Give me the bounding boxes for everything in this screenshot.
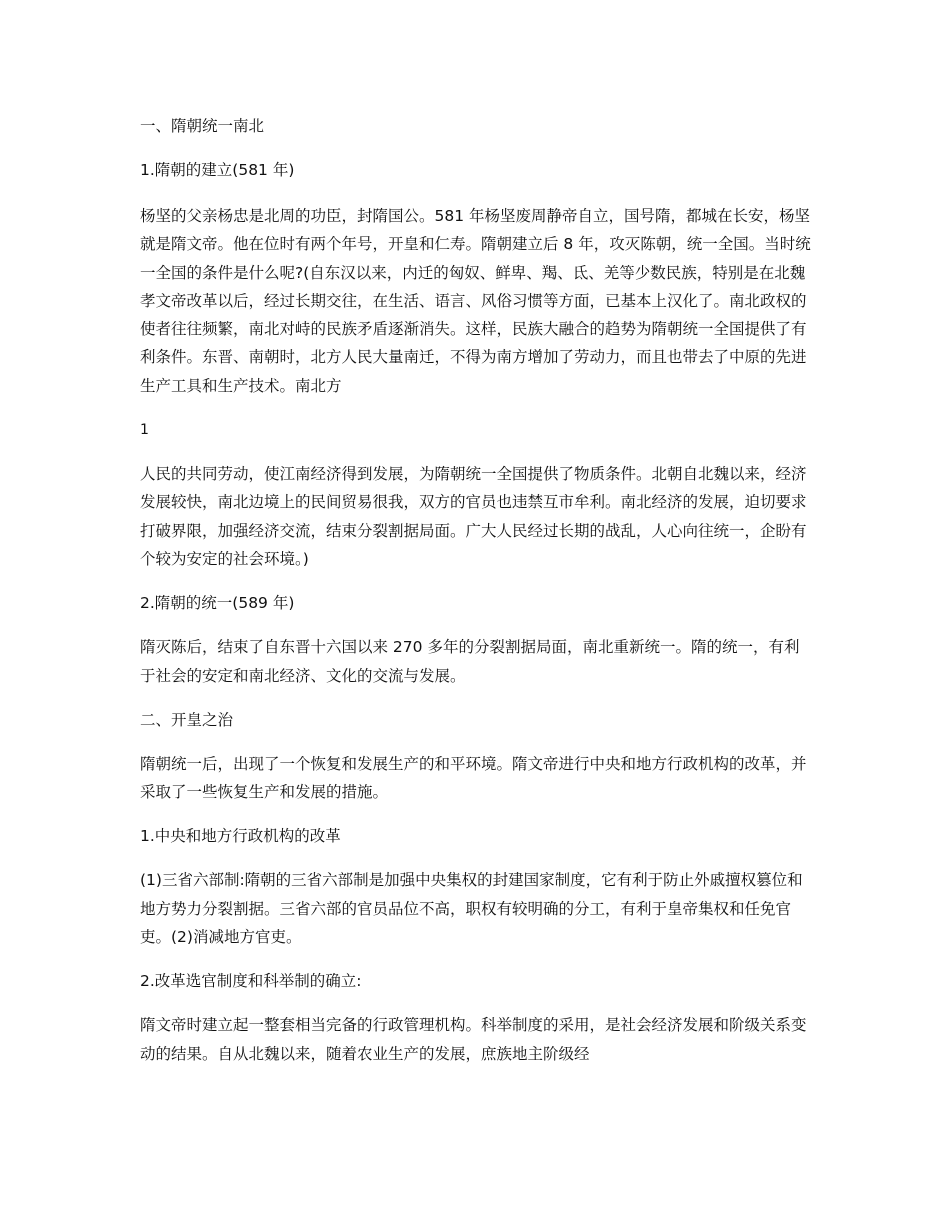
subsection-title: 1.隋朝的建立(581 年)	[140, 161, 295, 179]
subsection-title: 2.隋朝的统一(589 年)	[140, 594, 295, 613]
document-page	[140, 112, 812, 1068]
paragraph: 隋灭陈后，结束了自东晋十六国以来 270 多年的分裂割据局面，南北重新统一。隋的统一，有利于社会的安定和南北经济、文化的交流与发展。	[140, 638, 800, 685]
paragraph: 人民的共同劳动，使江南经济得到发展，为隋朝统一全国提供了物质条件。北朝自北魏以来，经济发展较快，南北边境上的民间贸易很我，双方的官员也违禁互市牟利。南北经济的发展，迫切要求打破界限，加强经济交流，结束分裂割据局面。广大人民经过长期的战乱，人心向往统一，企盼有个较为安定的社会环境。)	[140, 465, 807, 568]
section-title: 一、隋朝统一南北	[140, 117, 265, 135]
paragraph: 杨坚的父亲杨忠是北周的功臣，封隋国公。581 年杨坚废周静帝自立，国号隋，都城在长安，杨坚就是隋文帝。他在位时有两个年号，开皇和仁寿。隋朝建立后 8 年，攻灭陈朝，统一全国。当时统一全国的条件是什么呢?(自东汉以来，内迁的匈奴、鲜卑、羯、氐、羌等少数民族，特别是在北魏孝文帝改革以后，经过长期交往，在生活、语言、风俗习惯等方面，已基本上汉化了。南北政权的使者往往频繁，南北对峙的民族矛盾逐渐消失。这样，民族大融合的趋势为隋朝统一全国提供了有利条件。东晋、南朝时，北方人民大量南迁，不得为南方增加了劳动力，而且也带去了中原的先进生产工具和生产技术。南北方	[140, 207, 811, 395]
page-number: 1	[140, 422, 149, 439]
subsection-title: 1.中央和地方行政机构的改革	[140, 827, 341, 846]
subsection-title: 2.改革选官制度和科举制的确立:	[140, 972, 362, 991]
paragraph: (1)三省六部制:隋朝的三省六部制是加强中央集权的封建国家制度，它有利于防止外戚擅权篡位和地方势力分裂割据。三省六部的官员品位不高，职权有较明确的分工，有利于皇帝集权和任免官吏。(2)消减地方官吏。	[140, 871, 803, 947]
paragraph: 隋朝统一后，出现了一个恢复和发展生产的和平环境。隋文帝进行中央和地方行政机构的改革，并采取了一些恢复生产和发展的措施。	[140, 754, 807, 802]
section-title: 二、开皇之治	[140, 710, 234, 729]
paragraph: 隋文帝时建立起一整套相当完备的行政管理机构。科举制度的采用，是社会经济发展和阶级关系变动的结果。自从北魏以来，随着农业生产的发展，庶族地主阶级经	[140, 1016, 807, 1063]
